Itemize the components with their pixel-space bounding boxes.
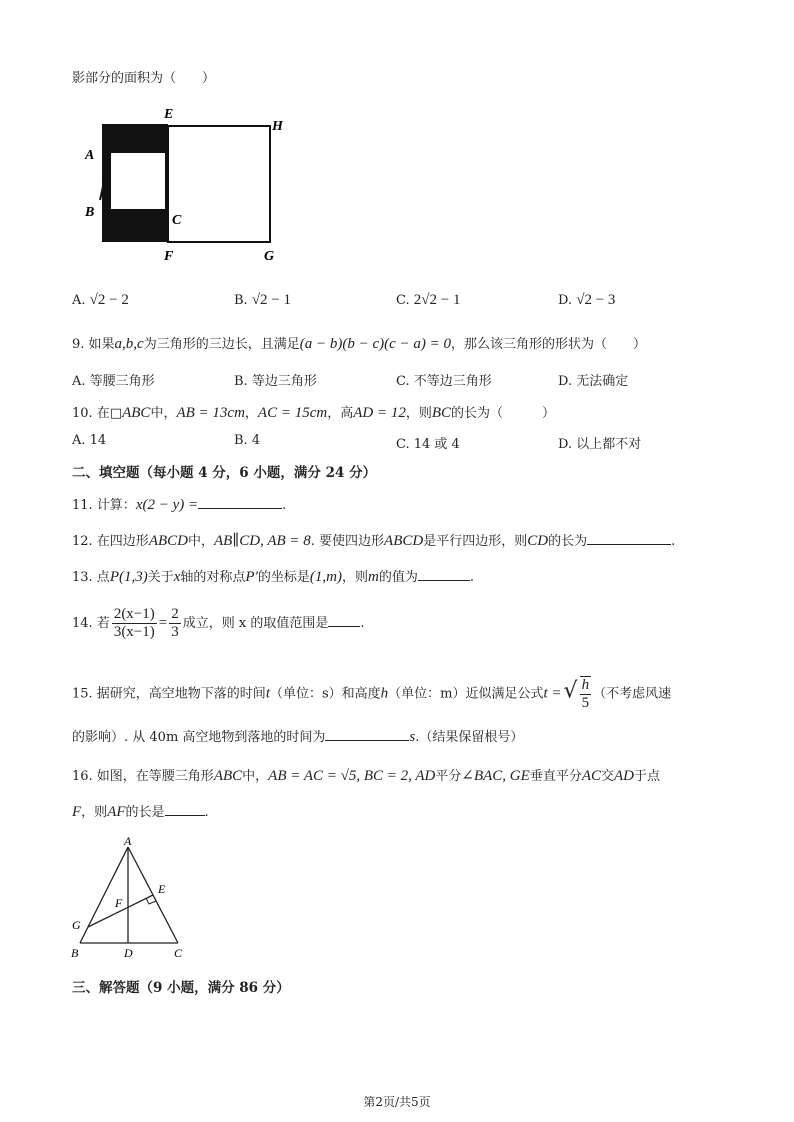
square-efgh [168,126,270,242]
section-2-heading: 二、填空题（每小题 4 分，6 小题，满分 24 分） [72,465,377,481]
q9-option-c[interactable]: C. 不等边三角形 [396,374,492,389]
q10-option-d[interactable]: D. 以上都不对 [558,437,642,452]
q9-option-a[interactable]: A. 等腰三角形 [72,374,155,389]
q10-option-a[interactable]: A. 14 [72,433,107,448]
q10-option-b[interactable]: B. 4 [234,433,261,448]
question-12: 12. 在四边形ABCD中，AB∥CD, AB = 8. 要使四边形ABCD是平行四边形，则CD的长为 . [72,533,676,549]
label-b: B [71,946,79,960]
question-11: 11. 计算：x(2 − y) = . [72,497,287,513]
page-footer: 第2页/共5页 [363,1095,431,1109]
answer-blank-14[interactable] [328,625,360,627]
label-g: G [72,918,81,932]
side-ab [80,847,128,943]
q10-option-c[interactable]: C. 14 或 4 [396,437,460,452]
label-a: A [85,148,95,163]
rectangle-figure [80,100,300,265]
label-e: E [164,107,174,122]
question-15-cont: 的影响）. 从 40m 高空地物到落地的时间为 s.（结果保留根号） [72,729,524,745]
question-16-cont: F，则AF的长是 . [72,804,209,820]
question-16: 16. 如图，在等腰三角形ABC中，AB = AC = √5, BC = 2, AD平分∠BAC, GE垂直平分AC交AD于点 [72,768,661,784]
question-8-tail: 影部分的面积为（ ） [72,71,216,86]
sqrt-formula: √ $\frac{h}{5}$ [563,677,590,711]
section-3-heading: 三、解答题（9 小题，满分 86 分） [72,980,290,996]
triangle-figure [70,835,200,965]
q8-option-a[interactable]: A. √2 − 2 [72,292,129,308]
label-g: G [264,249,275,264]
label-e: E [158,882,166,896]
answer-blank-11[interactable] [198,507,282,509]
q8-option-b[interactable]: B. √2 − 1 [234,292,292,308]
question-15: 15. 据研究，高空地物下落的时间t（单位：s）和高度h（单位：m）近似满足公式t =√ $\frac{h}{5}$ （不考虑风速 [72,677,672,711]
question-13: 13. 点P(1,3)关于x轴的对称点P′的坐标是(1,m)，则m的值为 . [72,569,474,585]
label-c: C [172,213,182,228]
inner-white-rect [110,152,166,210]
answer-blank-13[interactable] [418,579,470,581]
answer-blank-15[interactable] [325,739,409,741]
q8-option-d[interactable]: D. √2 − 3 [558,292,616,308]
label-a: A [124,835,132,848]
label-f: F [164,249,174,264]
question-9: 9. 如果a,b,c为三角形的三边长，且满足(a − b)(b − c)(c − a) = 0，那么该三角形的形状为（ ） [72,336,647,352]
q9-option-d[interactable]: D. 无法确定 [558,374,629,389]
q8-option-c[interactable]: C. 2√2 − 1 [396,292,461,308]
q9-option-b[interactable]: B. 等边三角形 [234,374,317,389]
label-h: H [272,119,283,134]
label-d: D [124,946,133,960]
answer-blank-12[interactable] [587,543,671,545]
label-f: F [115,896,123,910]
question-10: 10. 在□ABC中，AB = 13cm，AC = 15cm，高AD = 12，则BC的长为（ ） [72,405,556,421]
answer-blank-16[interactable] [165,814,205,816]
label-c: C [174,946,183,960]
question-14: 14. 若 $\frac{2(x-1)}{3(x-1)}$ = $\frac{2}{3}$ 成立，则 x 的取值范围是 . [72,606,365,640]
label-b: B [85,205,95,220]
